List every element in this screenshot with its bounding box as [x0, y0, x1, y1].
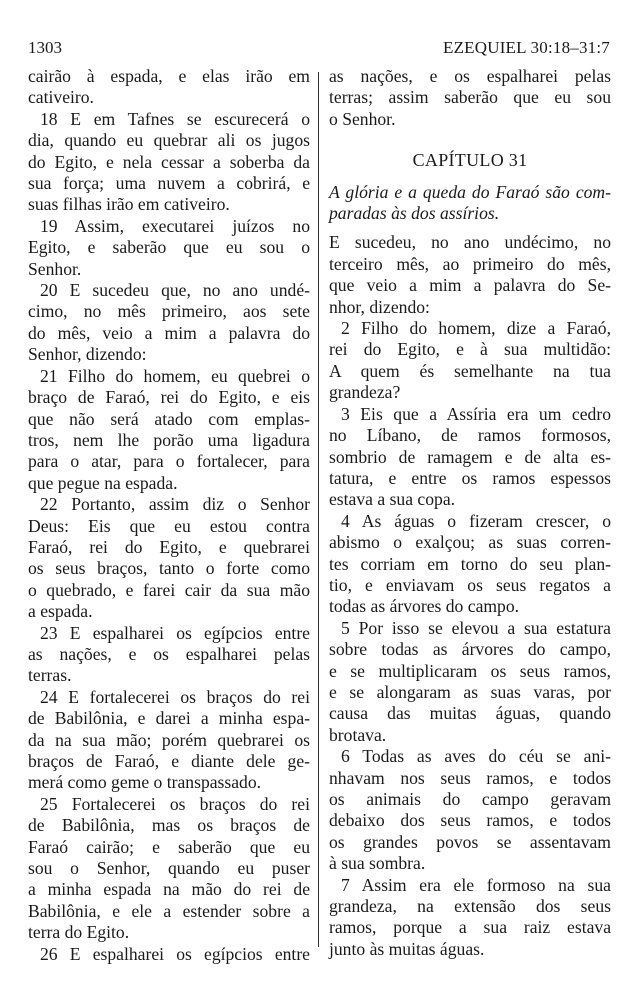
text-line: e se multiplicaram os seus ramos, — [329, 660, 611, 681]
text-line: do Egito, e nela cessar a soberba da — [28, 151, 310, 172]
right-column-continuation — [329, 66, 611, 130]
column-divider — [318, 72, 319, 947]
text-line: 25 Fortalecerei os braços do rei — [40, 793, 310, 814]
text-line: merá como geme o transpassado. — [28, 772, 262, 793]
text-line: abismo o exalçou; as suas corren- — [329, 532, 611, 553]
text-line: o quebrado, e farei cair da sua mão — [28, 579, 310, 600]
text-line: os animais do campo geravam — [329, 789, 611, 809]
text-line: cativeiro. — [28, 87, 94, 108]
text-line: 26 E espalharei os egípcios entre — [40, 943, 310, 964]
text-line: Egito, e saberão que eu sou o — [28, 237, 310, 258]
text-line: sua força; uma nuvem a cobrirá, e — [28, 173, 310, 194]
text-line: do mês, veio a mim a palavra do — [28, 322, 310, 343]
text-line: suas filhas irão em cativeiro. — [28, 194, 230, 215]
text-line: as nações, e os espalharei pelas — [329, 66, 611, 86]
text-line: os grandes povos se assentavam — [329, 831, 611, 852]
text-line: 7 Assim era ele formoso na sua — [341, 874, 611, 895]
text-line: terceiro mês, ao primeiro do mês, — [329, 253, 611, 274]
text-line: grandeza, na extensão dos seus — [329, 896, 611, 917]
text-line: braços de Faraó, e diante dele ge- — [28, 751, 310, 771]
text-line: os seus braços, tanto o forte como — [28, 558, 310, 579]
page-number: 1303 — [28, 38, 62, 57]
text-line: tatura, e entre os ramos espessos — [329, 467, 611, 488]
text-line: de Babilônia, mas os braços de — [28, 815, 310, 836]
summary-gap — [329, 224, 611, 232]
chapter-title: CAPÍTULO 31 — [412, 150, 528, 171]
text-line: Senhor, dizendo: — [28, 344, 147, 365]
text-line: sombrio de ramagem e de alta es- — [329, 446, 611, 467]
text-line: terra do Egito. — [28, 922, 130, 943]
text-line: 6 Todas as aves do céu se ani- — [341, 746, 611, 767]
text-line: que veio a mim a palavra do Se- — [329, 275, 611, 296]
text-line: à sua sombra. — [329, 853, 426, 874]
text-line: nhavam nos seus ramos, e todos — [329, 767, 611, 788]
text-line: 5 Por isso se elevou a sua estatura — [341, 617, 611, 638]
text-line: tes corriam em torno do seu plan- — [329, 553, 611, 574]
left-column — [28, 66, 310, 965]
text-line: tio, e enviavam os seus regatos a — [329, 574, 611, 595]
text-line: no Líbano, de ramos formosos, — [329, 425, 611, 446]
text-line: tros, nem lhe porão uma ligadura — [28, 429, 310, 450]
text-line: braço de Faraó, rei do Egito, e eis — [28, 387, 310, 408]
page-header — [28, 38, 610, 62]
text-line: rei do Egito, e à sua multidão: — [329, 339, 611, 360]
text-line: sou o Senhor, quando eu puser — [28, 858, 310, 879]
text-line: 23 E espalharei os egípcios entre — [40, 622, 310, 643]
text-line: Deus: Eis que eu estou contra — [28, 515, 310, 536]
chapter-body — [329, 232, 611, 960]
running-head: EZEQUIEL 30:18–31:7 — [442, 38, 610, 57]
text-line: 2 Filho do homem, dize a Faraó, — [341, 318, 611, 339]
text-line: 24 E fortalecerei os braços do rei — [40, 686, 310, 707]
text-line: nhor, dizendo: — [329, 296, 430, 317]
text-line: a espada. — [28, 601, 93, 622]
text-line: terras; assim saberão que eu sou — [329, 87, 611, 108]
text-line: Faraó cairão; e saberão que eu — [28, 836, 310, 857]
text-line: o Senhor. — [329, 108, 396, 129]
text-line: a minha espada na mão do rei de — [28, 879, 310, 900]
right-column — [329, 66, 611, 960]
text-line: 18 E em Tafnes se escurecerá o — [40, 108, 310, 129]
text-line: causa das muitas águas, quando — [329, 703, 611, 724]
text-line: estava a sua copa. — [329, 489, 456, 510]
text-line: debaixo dos seus ramos, e todos — [329, 810, 611, 831]
text-line: sobre todas as árvores do campo, — [329, 639, 611, 660]
text-line: que pegue na espada. — [28, 472, 178, 493]
text-line: paradas às dos assírios. — [329, 203, 500, 224]
text-line: para o atar, para o fortalecer, para — [28, 451, 310, 472]
text-line: Babilônia, e ele a estender sobre a — [28, 900, 310, 921]
text-line: grandeza? — [329, 382, 401, 403]
text-line: Faraó, rei do Egito, e quebrarei — [28, 536, 310, 557]
text-line: junto às muitas águas. — [329, 938, 485, 959]
text-line: terras. — [28, 665, 72, 686]
text-line: cimo, no mês primeiro, aos sete — [28, 301, 310, 322]
text-line: todas as árvores do campo. — [329, 596, 520, 617]
text-line: dia, quando eu quebrar ali os jugos — [28, 130, 310, 151]
text-line: da na sua mão; porém quebrarei os — [28, 729, 310, 750]
text-line: de Babilônia, e darei a minha espa- — [28, 708, 310, 729]
text-line: 3 Eis que a Assíria era um cedro — [341, 403, 611, 424]
text-line: ramos, porque a sua raiz estava — [329, 917, 611, 938]
text-line: as nações, e os espalharei pelas — [28, 643, 310, 664]
text-line: 19 Assim, executarei juízos no — [40, 215, 310, 236]
text-line: brotava. — [329, 724, 387, 745]
text-line: A glória e a queda do Faraó são com- — [329, 181, 611, 202]
text-line: e se alongaram as suas varas, por — [329, 681, 611, 702]
text-line: 22 Portanto, assim diz o Senhor — [40, 494, 310, 515]
text-line: Senhor. — [28, 258, 82, 279]
text-line: A quem és semelhante na tua — [329, 360, 611, 381]
chapter-summary — [329, 182, 611, 225]
text-line: cairão à espada, e elas irão em — [28, 66, 310, 86]
text-line: 20 E sucedeu que, no ano undé- — [40, 280, 310, 301]
text-line: 4 As águas o fizeram crescer, o — [341, 510, 611, 531]
text-line: E sucedeu, no ano undécimo, no — [329, 232, 611, 253]
text-line: que não será atado com emplas- — [28, 408, 310, 429]
text-line: 21 Filho do homem, eu quebrei o — [40, 365, 310, 386]
